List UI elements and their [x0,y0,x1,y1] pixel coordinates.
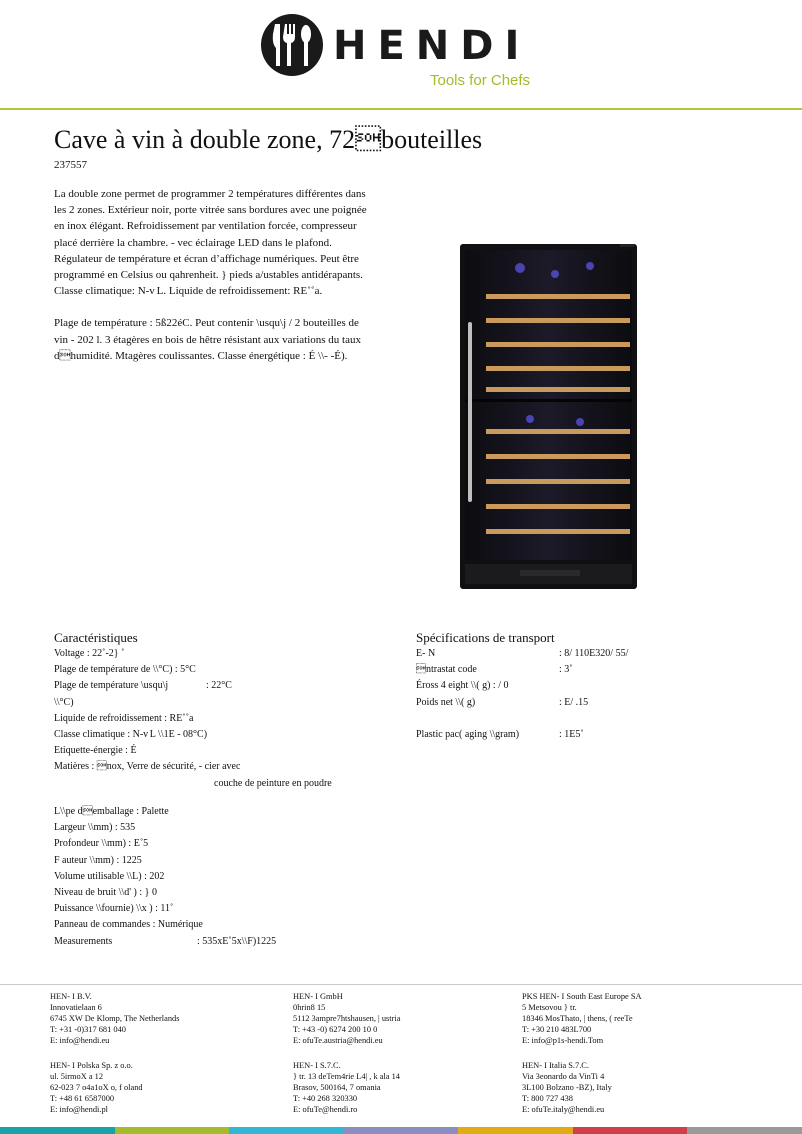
office-name: HEN- I Polska Sp. z o.o. [50,1061,133,1070]
spec-row [416,711,756,727]
office-phone: T: +48 61 6587000 [50,1093,115,1103]
spec-label: Matières : nox, Verre de sécurité, - cier avec [54,761,241,773]
spec-label: ntrastat code [416,664,477,676]
hendi-logo-icon [261,14,323,76]
spec-label: Classe climatique : N-v L \\1E - 08°C) [54,728,208,740]
transport-list [416,646,756,743]
spec-row [54,711,394,727]
office-name: HEN- I S.7.C. [293,1061,341,1070]
spec-label: Plage de température \usqu\j [54,680,169,692]
spec-row [416,678,756,694]
stripe-segment [229,1127,344,1134]
spec-label: Panneau de commandes : Numérique [54,919,203,931]
spec-row [54,901,394,917]
color-stripe [0,1127,802,1134]
office-name: HEN- I Italia S.7.C. [522,1061,589,1070]
spec-row [54,836,394,852]
stripe-segment [0,1127,115,1134]
spec-value: : 3˚ [559,664,573,676]
spec-value: couche de peinture en poudre [214,777,332,789]
product-description [54,186,372,380]
spec-row [54,776,394,792]
office-address-block [522,1061,612,1116]
spec-row [54,820,394,836]
spec-value: : 535xE˚5x\\F)1225 [197,935,277,947]
spec-row [54,678,394,694]
office-email[interactable]: E: info@hendi.pl [50,1104,108,1114]
office-address-block [522,992,642,1047]
office-address-line: 3L100 Bolzano -BZ), Italy [522,1082,612,1092]
spec-label: Poids net \\( g) [416,696,476,708]
spec-label: Niveau de bruit \\d' ) : } 0 [54,886,157,898]
office-address-line: 62-023 7 o4a1oX o, f oland [50,1082,143,1092]
office-address-line: Brasov, 500164, 7 omania [293,1082,381,1092]
office-name: HEN- I B.V. [50,992,92,1001]
stripe-segment [115,1127,230,1134]
stripe-segment [344,1127,459,1134]
office-address-line: Via 3eonardo da VinTi 4 [522,1071,605,1081]
spec-row [54,869,394,885]
characteristics-list [54,646,394,792]
spec-label: \\°C) [54,696,74,708]
spec-row [54,934,394,950]
spec-row [54,917,394,933]
spec-row [416,727,756,743]
office-address-block [50,1061,143,1116]
product-sku: 237557 [54,159,87,171]
spec-label: Voltage : 22˚-2} ˚ [54,648,125,659]
spec-value: : 22°C [206,680,232,692]
office-name: PKS HEN- I South East Europe SA [522,992,642,1001]
office-phone: T: +31 -0)317 681 040 [50,1024,126,1034]
product-title: Cave à vin à double zone, 72bouteilles [54,125,483,154]
description-paragraph: La double zone permet de programmer 2 températures différentes dans les 2 zones. Extérieur noir, porte vitrée sans bordures avec une poignée en inox élégant. Refroidissement par ventilation forcée, compresseur placé derrière la chambre. - vec éclairage LED dans le plafond. Régulateur de température et écran d’affichage numériques. Peut être programmé en Celsius ou qahrenheit. } pieds a/ustables antidérapants. Classe climatique: N-v L. Liquide de refroidissement: RE˚˚a. [54,188,367,298]
spec-label: Measurements [54,935,113,947]
spec-row [416,646,756,662]
spec-row [54,727,394,743]
spec-row [416,662,756,678]
office-address-block [50,992,179,1047]
spec-row [54,759,394,775]
brand-tagline: Tools for Chefs [430,72,531,89]
spec-label: Plastic pac( aging \\gram) [416,728,520,740]
office-address-line: ul. 5irmoX a 12 [50,1071,104,1081]
spec-row [54,885,394,901]
transport-title: Spécifications de transport [416,630,555,645]
office-address-block [293,992,400,1047]
office-address-block [293,1061,400,1116]
footer-divider [0,984,802,985]
spec-value: : E/ .15 [559,696,589,708]
office-email[interactable]: E: ofuTe.austria@hendi.eu [293,1035,383,1045]
spec-value: : 8/ 110E320/ 55/ [559,648,629,659]
wine-cooler-image [460,244,637,589]
office-address-line: 0hrin8 15 [293,1002,326,1012]
office-phone: T: +30 210 483L700 [522,1024,592,1034]
spec-row [54,695,394,711]
header-divider [0,108,802,110]
spec-label: Éross 4 eight \\( g) : / 0 [416,680,509,692]
spec-label: L\\pe demballage : Palette [54,806,169,817]
office-address-line: 18346 MosThato, | thens, ( reeTe [522,1013,633,1023]
office-email[interactable]: E: ofuTe@hendi.ro [293,1104,358,1114]
spec-label: Liquide de refroidissement : RE˚˚a [54,712,194,724]
office-email[interactable]: E: ofuTe.italy@hendi.eu [522,1104,605,1114]
characteristics-title: Caractéristiques [54,630,138,645]
spec-label: Largeur \\mm) : 535 [54,822,136,834]
description-paragraph: Plage de température : 5ß22éC. Peut contenir \usqu\j / 2 bouteilles de vin - 202 l. 3 étagères en bois de hêtre résistant aux variations du taux dhumidité. Mtagères coulissantes. Classe énergétique : É \\- -É). [54,317,361,362]
stripe-segment [458,1127,573,1134]
spec-row [54,743,394,759]
office-email[interactable]: E: info@hendi.eu [50,1035,110,1045]
office-address-line: 5112 3ampre7htshausen, | ustria [293,1013,401,1023]
spec-row [54,662,394,678]
office-phone: T: +43 -0) 6274 200 10 0 [293,1024,378,1034]
office-address-line: 5 Metsovou } tr. [522,1002,577,1012]
spec-label: F auteur \\mm) : 1225 [54,854,142,866]
office-address-line: } tr. 13 deTem4rie L4| , k ala 14 [293,1071,400,1081]
spec-label: Plage de température de \\°C) : 5°C [54,664,196,676]
office-name: HEN- I GmbH [293,992,343,1001]
office-phone: T: +40 268 320330 [293,1093,358,1103]
office-address-line: Innovatielaan 6 [50,1002,102,1012]
spec-row [416,695,756,711]
spec-label: E- N [416,648,436,659]
office-address-line: 6745 XW De Klomp, The Netherlands [50,1013,180,1023]
spec-row [54,853,394,869]
spec-label: Etiquette-énergie : É [54,745,137,757]
brand-name: HENDI [333,23,531,69]
packaging-list [54,804,394,950]
office-email[interactable]: E: info@p1s-hendi.Tom [522,1035,604,1045]
spec-label: Profondeur \\mm) : E˚5 [54,838,149,850]
spec-row [54,646,394,662]
spec-label: Puissance \\fournie) \\x ) : 11˚ [54,903,174,915]
spec-label: Volume utilisable \\L) : 202 [54,870,165,882]
stripe-segment [573,1127,688,1134]
spec-row [54,804,394,820]
spec-value: : 1E5˚ [559,728,584,740]
stripe-segment [687,1127,802,1134]
office-phone: T: 800 727 438 [522,1093,573,1103]
